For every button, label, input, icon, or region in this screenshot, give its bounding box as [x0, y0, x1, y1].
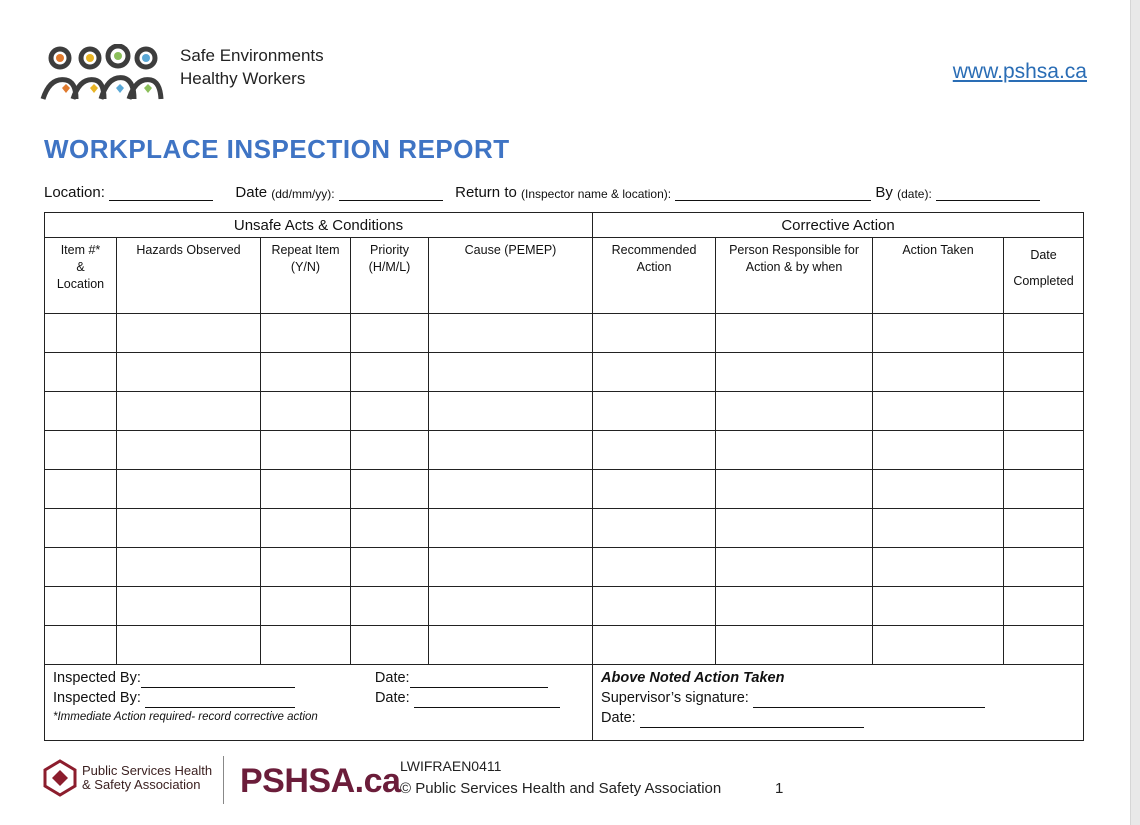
table-cell[interactable]: [45, 431, 117, 470]
table-row: [45, 587, 1084, 626]
inspected-date-field-2[interactable]: [414, 691, 560, 708]
inspected-by-label-2: Inspected By:: [53, 690, 141, 706]
org-name: [82, 764, 212, 792]
table-cell[interactable]: [351, 392, 429, 431]
table-cell[interactable]: [429, 470, 593, 509]
table-cell[interactable]: [261, 392, 351, 431]
table-cell[interactable]: [351, 587, 429, 626]
org-name-line1: Public Services Health: [82, 763, 213, 778]
info-line: [44, 184, 1084, 206]
table-cell[interactable]: [593, 353, 716, 392]
inspected-date-field-1[interactable]: [410, 671, 548, 688]
table-cell[interactable]: [1004, 431, 1084, 470]
table-cell[interactable]: [873, 431, 1004, 470]
table-row: [45, 392, 1084, 431]
org-name-line2: & Safety Association: [82, 777, 201, 792]
inspected-by-field-2[interactable]: [145, 691, 295, 708]
col-priority: Priority (H/M/L): [351, 238, 429, 314]
table-cell[interactable]: [351, 509, 429, 548]
tagline-line2: Healthy Workers: [180, 69, 306, 88]
col-item-location: Item #* & Location: [45, 238, 117, 314]
website-link[interactable]: www.pshsa.ca: [952, 60, 1087, 83]
table-cell[interactable]: [716, 470, 873, 509]
table-cell[interactable]: [351, 431, 429, 470]
table-cell[interactable]: [593, 392, 716, 431]
table-cell[interactable]: [117, 353, 261, 392]
table-cell[interactable]: [261, 587, 351, 626]
table-cell[interactable]: [117, 509, 261, 548]
table-cell[interactable]: [117, 431, 261, 470]
table-cell[interactable]: [45, 548, 117, 587]
action-date-label: Date:: [601, 710, 636, 726]
table-cell[interactable]: [429, 431, 593, 470]
table-cell[interactable]: [593, 509, 716, 548]
col-date-completed: Date Completed: [1004, 238, 1084, 314]
table-cell[interactable]: [1004, 509, 1084, 548]
table-cell[interactable]: [716, 626, 873, 665]
table-cell[interactable]: [1004, 314, 1084, 353]
table-cell[interactable]: [117, 470, 261, 509]
by-detail: (date):: [897, 187, 932, 201]
table-cell[interactable]: [716, 548, 873, 587]
page-title: WORKPLACE INSPECTION REPORT: [44, 134, 510, 164]
page-edge: [1130, 0, 1140, 825]
table-cell[interactable]: [873, 587, 1004, 626]
table-cell[interactable]: [716, 314, 873, 353]
tagline-line1: Safe Environments: [180, 46, 324, 65]
date-field[interactable]: [339, 184, 443, 201]
inspected-by-label-1: Inspected By:: [53, 670, 141, 686]
table-row: [45, 314, 1084, 353]
return-to-label: Return to: [455, 184, 517, 201]
table-cell[interactable]: [716, 392, 873, 431]
table-cell[interactable]: [429, 353, 593, 392]
return-to-field[interactable]: [675, 184, 871, 201]
table-cell[interactable]: [716, 431, 873, 470]
table-cell[interactable]: [873, 353, 1004, 392]
footer-divider: [223, 756, 224, 804]
immediate-action-note: *Immediate Action required- record corrective action: [53, 711, 318, 723]
col-action-taken: Action Taken: [873, 238, 1004, 314]
table-cell[interactable]: [117, 587, 261, 626]
inspection-table: [44, 212, 1084, 741]
table-cell[interactable]: [873, 314, 1004, 353]
table-cell[interactable]: [873, 548, 1004, 587]
table-cell[interactable]: [261, 470, 351, 509]
table-cell[interactable]: [593, 314, 716, 353]
table-cell[interactable]: [117, 314, 261, 353]
table-cell[interactable]: [261, 509, 351, 548]
table-cell[interactable]: [873, 392, 1004, 431]
table-cell[interactable]: [593, 626, 716, 665]
table-cell[interactable]: [261, 548, 351, 587]
table-cell[interactable]: [45, 392, 117, 431]
table-cell[interactable]: [593, 548, 716, 587]
tagline: [180, 44, 324, 90]
col-hazards-observed: Hazards Observed: [117, 238, 261, 314]
action-date-field[interactable]: [640, 711, 864, 728]
table-row: [45, 509, 1084, 548]
pshsa-brand-logo: PSHSA.ca: [240, 762, 401, 800]
table-cell[interactable]: [351, 626, 429, 665]
section-corrective-action: Corrective Action: [593, 213, 1084, 238]
date-label: Date: [235, 184, 268, 201]
table-cell[interactable]: [716, 587, 873, 626]
table-cell[interactable]: [1004, 470, 1084, 509]
table-cell[interactable]: [429, 509, 593, 548]
inspected-date-label-1: Date:: [374, 670, 410, 686]
table-cell[interactable]: [45, 314, 117, 353]
table-cell[interactable]: [45, 587, 117, 626]
table-cell[interactable]: [1004, 587, 1084, 626]
col-repeat-item: Repeat Item (Y/N): [261, 238, 351, 314]
supervisor-signature-label: Supervisor’s signature:: [601, 690, 749, 706]
inspected-by-section: [45, 665, 593, 741]
form-code: LWIFRAEN0411: [400, 758, 502, 774]
table-cell[interactable]: [429, 626, 593, 665]
table-cell[interactable]: [117, 548, 261, 587]
action-taken-heading: Above Noted Action Taken: [601, 670, 785, 686]
table-row: [45, 431, 1084, 470]
action-taken-section: [593, 665, 1084, 741]
table-cell[interactable]: [261, 626, 351, 665]
table-cell[interactable]: [45, 626, 117, 665]
table-cell[interactable]: [873, 626, 1004, 665]
location-field[interactable]: [109, 184, 213, 201]
table-row: [45, 626, 1084, 665]
table-cell[interactable]: [351, 314, 429, 353]
table-cell[interactable]: [1004, 353, 1084, 392]
by-label: By: [875, 184, 893, 201]
table-cell[interactable]: [261, 314, 351, 353]
table-cell[interactable]: [45, 353, 117, 392]
table-cell[interactable]: [261, 431, 351, 470]
return-to-detail: (Inspector name & location):: [521, 187, 672, 201]
table-cell[interactable]: [593, 431, 716, 470]
table-cell[interactable]: [45, 509, 117, 548]
table-cell[interactable]: [1004, 392, 1084, 431]
page-number: 1: [775, 780, 784, 797]
location-label: Location:: [44, 184, 105, 201]
table-cell[interactable]: [716, 509, 873, 548]
copyright: © Public Services Health and Safety Association: [400, 780, 722, 797]
table-cell[interactable]: [261, 353, 351, 392]
table-cell[interactable]: [351, 353, 429, 392]
table-cell[interactable]: [873, 470, 1004, 509]
table-cell[interactable]: [117, 392, 261, 431]
safe-environments-logo-icon: [40, 44, 164, 102]
table-cell[interactable]: [351, 470, 429, 509]
table-cell[interactable]: [351, 548, 429, 587]
table-cell[interactable]: [45, 470, 117, 509]
col-recommended-action: Recommended Action: [593, 238, 716, 314]
table-cell[interactable]: [593, 470, 716, 509]
inspected-by-field-1[interactable]: [141, 671, 295, 688]
table-row: [45, 470, 1084, 509]
supervisor-signature-field[interactable]: [753, 691, 985, 708]
col-person-responsible: Person Responsible for Action & by when: [716, 238, 873, 314]
table-cell[interactable]: [117, 626, 261, 665]
table-cell[interactable]: [716, 353, 873, 392]
table-row: [45, 548, 1084, 587]
section-unsafe-acts: Unsafe Acts & Conditions: [45, 213, 593, 238]
table-cell[interactable]: [1004, 548, 1084, 587]
table-cell[interactable]: [429, 548, 593, 587]
table-cell[interactable]: [429, 314, 593, 353]
col-cause: Cause (PEMEP): [429, 238, 593, 314]
table-cell[interactable]: [429, 392, 593, 431]
table-cell[interactable]: [1004, 626, 1084, 665]
psa-crest-icon: [40, 758, 80, 798]
by-date-field[interactable]: [936, 184, 1040, 201]
date-format: (dd/mm/yy):: [271, 187, 335, 201]
table-row: [45, 353, 1084, 392]
inspected-date-label-2: Date:: [374, 690, 410, 706]
table-cell[interactable]: [593, 587, 716, 626]
table-cell[interactable]: [429, 587, 593, 626]
table-cell[interactable]: [873, 509, 1004, 548]
